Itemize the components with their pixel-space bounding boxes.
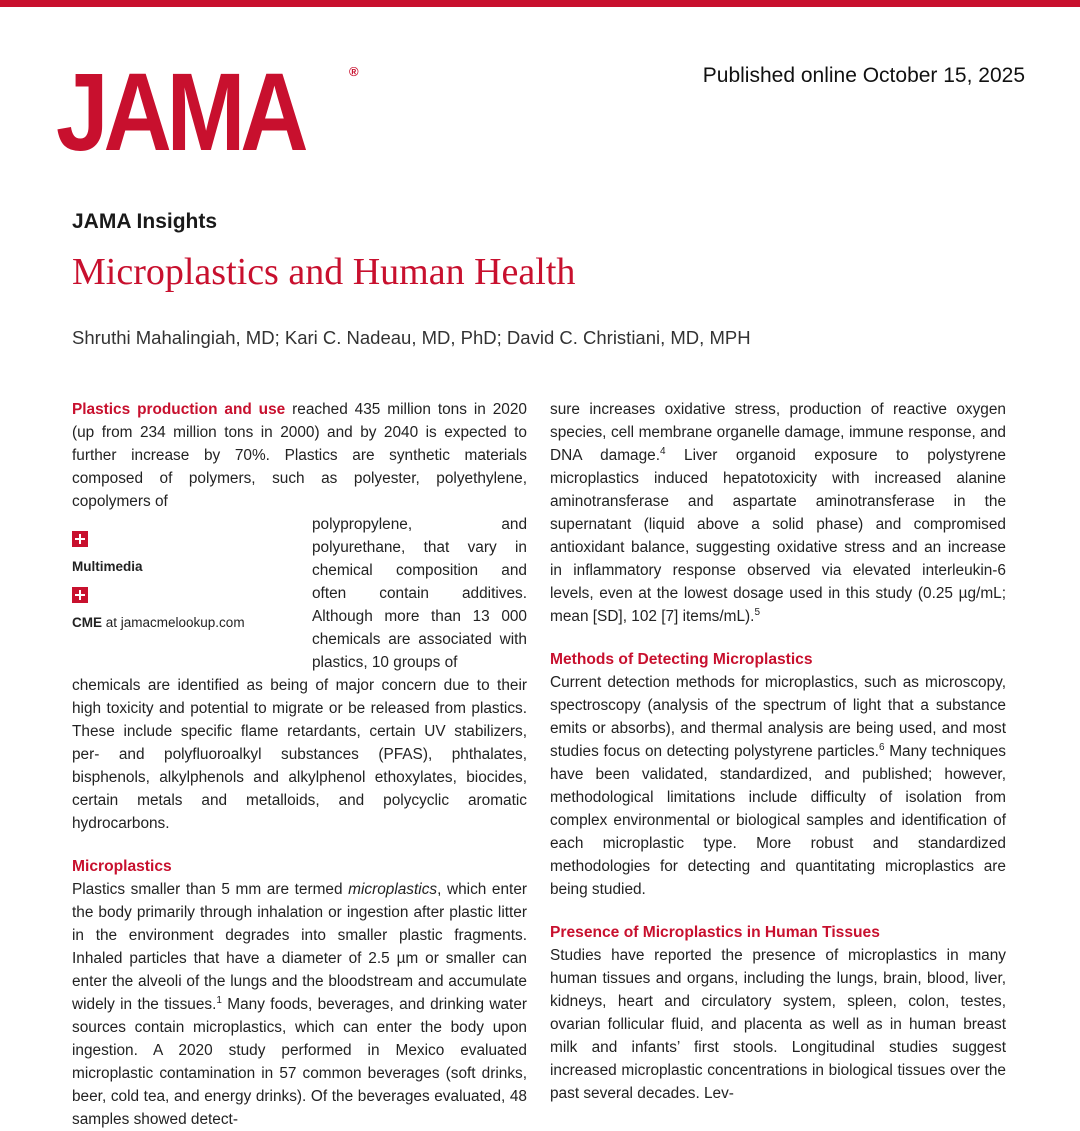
publication-date: Published online October 15, 2025 [702,64,1025,87]
microplastics-paragraph: Plastics smaller than 5 mm are termed microplastics, which enter the body primarily through inhalation or ingestion after plastic litter in the environment degrades into smaller plastic fragments. Inhaled particles that have a diameter of 2.5 µm or smaller can enter the alveoli of the lungs and the bloodstream and accumulate widely in the tissues.$^1$ Many foods, beverages, and drinking water sources contain microplastics, which can enter the body upon ingestion. A 2020 study performed in Mexico evaluated microplastic contamination in 57 common beverages (soft drinks, beer, cold tea, and energy drinks). Of the beverages evaluated, 48 samples showed detect- [72,881,527,1128]
top-accent-bar [0,0,1080,7]
heading-methods: Methods of Detecting Microplastics [550,651,813,668]
presence-paragraph: Studies have reported the presence of microplastics in many human tissues and organs, including the lungs, brain, blood, liver, kidneys, heart and circulatory system, spleen, colon, testes, ovarian follicular fluid, and placenta as well as in human breast milk and infants’ first stools. Longitudinal studies suggest increased microplastic concentrations in biological tissues over the past several decades. Lev- [550,947,1006,1102]
multimedia-label: Multimedia [72,559,143,574]
sidebar [72,513,312,674]
continued-paragraph: sure increases oxidative stress, production of reactive oxygen species, cell membrane organelle damage, immune response, and DNA damage.$^4$ Liver organoid exposure to polystyrene microplastics induced hepatotoxicity with increased alanine aminotransferase and aspartate aminotransferase in the supernatant (liquid above a solid phase) and compromised antioxidant balance, suggesting oxidative stress and an increase in inflammatory response observed via elevated interleukin-6 levels, even at the lowest dosage used in this study (0.25 µg/mL; mean [SD], 102 [7] items/mL).$^5$ [550,401,1006,625]
lead-in: Plastics production and use [72,401,286,418]
plus-icon [72,587,88,603]
heading-presence: Presence of Microplastics in Human Tissues [550,924,880,941]
intro-paragraph-float: polypropylene, and polyurethane, that vary in chemical composition and often contain additives. Although more than 13 000 chemicals are associated with plastics, 10 groups of [312,516,527,671]
jama-logo: JAMA [56,51,304,174]
left-column [72,398,527,1131]
intro-paragraph-start: Plastics production and use reached 435 million tons in 2020 (up from 234 million tons in 2000) and by 2040 is expected to further increase by 70%. Plastics are synthetic materials composed of polymers, such as polyester, polyethylene, copolymers of [72,401,527,510]
heading-microplastics: Microplastics [72,858,172,875]
section-label: JAMA Insights [72,210,218,233]
cme-link[interactable] [72,587,312,633]
intro-paragraph-end: chemicals are identified as being of major concern due to their high toxicity and potential to migrate or be released from plastics. These include specific flame retardants, certain UV stabilizers, per- and polyfluoroalkyl substances (PFAS), phthalates, bisphenols, alkylphenols and alkylphenol ethoxylates, biocides, certain metals and metalloids, and polycyclic aromatic hydrocarbons. [72,677,527,832]
sidebar-wrap [72,513,527,674]
right-column [550,398,1006,1105]
cme-label: CME at jamacmelookup.com [72,615,245,630]
registered-mark: ® [349,64,359,79]
multimedia-link[interactable] [72,531,312,577]
plus-icon [72,531,88,547]
methods-paragraph: Current detection methods for microplastics, such as microscopy, spectroscopy (analysis of the spectrum of light that a substance emits or absorbs), and thermal analysis are being used, and most studies focus on detecting polystyrene particles.$^6$ Many techniques have been validated, standardized, and published; however, methodological limitations include difficulty of isolation from complex environmental or biological samples and identification of each microplastic type. More robust and standardized methodologies for detecting and quantitating microplastics are being studied. [550,674,1006,898]
author-list: Shruthi Mahalingiah, MD; Kari C. Nadeau, MD, PhD; David C. Christiani, MD, MPH [72,327,751,348]
article-title: Microplastics and Human Health [72,251,576,293]
